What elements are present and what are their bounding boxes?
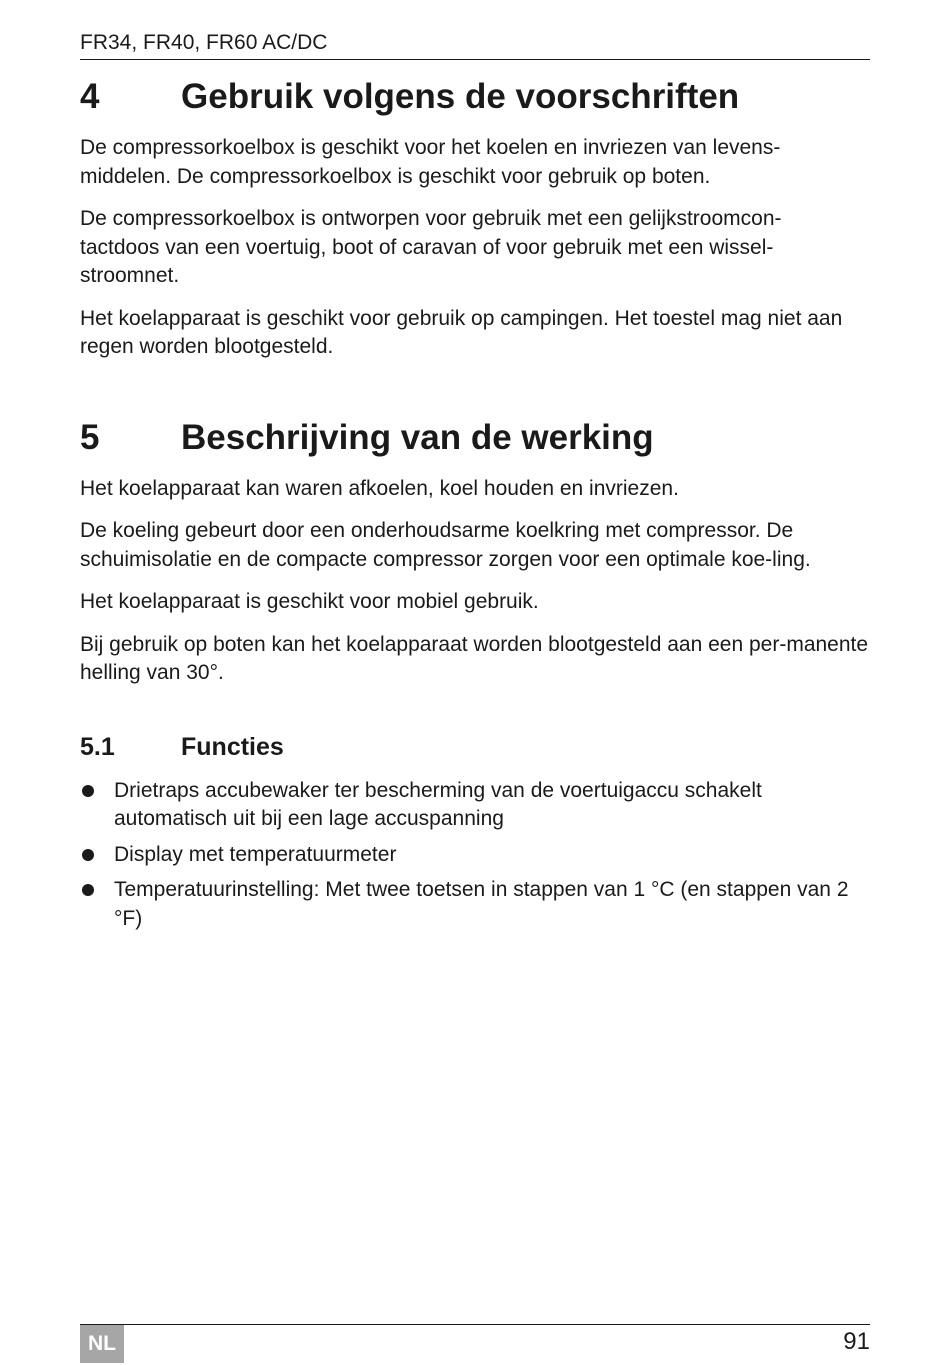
document-title: FR34, FR40, FR60 AC/DC — [80, 31, 328, 54]
paragraph: De compressorkoelbox is ontworpen voor gebruik met een gelijkstroomcon-tactdoos van een voertuig, boot of caravan of voor gebruik met een wissel-stroomnet. — [80, 207, 782, 287]
list-item-text: Temperatuurinstelling: Met twee toetsen in stappen van 1 °C (en stappen van 2 °F) — [114, 878, 849, 930]
list-item — [80, 777, 870, 834]
list-item-text: Display met temperatuurmeter — [114, 842, 397, 866]
language-badge: NL — [80, 1325, 124, 1363]
subsection-number: 5.1 — [80, 732, 115, 761]
section-5-heading — [80, 415, 870, 461]
section-title: Gebruik volgens de voorschriften — [181, 77, 740, 116]
paragraph: De compressorkoelbox is geschikt voor het koelen en invriezen van levens-middelen. De compressorkoelbox is geschikt voor gebruik op boten. — [80, 136, 781, 188]
section-number: 4 — [80, 77, 100, 116]
page-content — [80, 74, 870, 933]
paragraph: De koeling gebeurt door een onderhoudsarme koelkring met compressor. De schuimisolatie en de compacte compressor zorgen voor een optimale koe-ling. — [80, 519, 811, 571]
section-title: Beschrijving van de werking — [181, 417, 654, 457]
bullet-icon — [82, 849, 94, 861]
page-header — [80, 30, 870, 56]
bullet-icon — [82, 785, 94, 797]
paragraph: Bij gebruik op boten kan het koelapparaat worden blootgesteld aan een per-manente helling van 30°. — [80, 632, 869, 684]
section-4-heading — [80, 74, 870, 120]
bullet-icon — [82, 884, 94, 896]
page-number: 91 — [843, 1328, 870, 1355]
list-item — [80, 841, 870, 870]
feature-list — [80, 777, 870, 934]
header-divider — [80, 59, 870, 60]
footer-divider — [80, 1324, 870, 1325]
list-item — [80, 876, 870, 933]
subsection-title: Functies — [181, 732, 284, 761]
subsection-5-1-heading — [80, 731, 870, 763]
paragraph: Het koelapparaat is geschikt voor gebruik op campingen. Het toestel mag niet aan regen worden blootgesteld. — [80, 306, 843, 358]
paragraph: Het koelapparaat kan waren afkoelen, koel houden en invriezen. — [80, 476, 679, 500]
paragraph: Het koelapparaat is geschikt voor mobiel gebruik. — [80, 590, 539, 613]
section-number: 5 — [80, 417, 100, 457]
list-item-text: Drietraps accubewaker ter bescherming van de voertuigaccu schakelt automatisch uit bij een lage accuspanning — [114, 778, 762, 830]
